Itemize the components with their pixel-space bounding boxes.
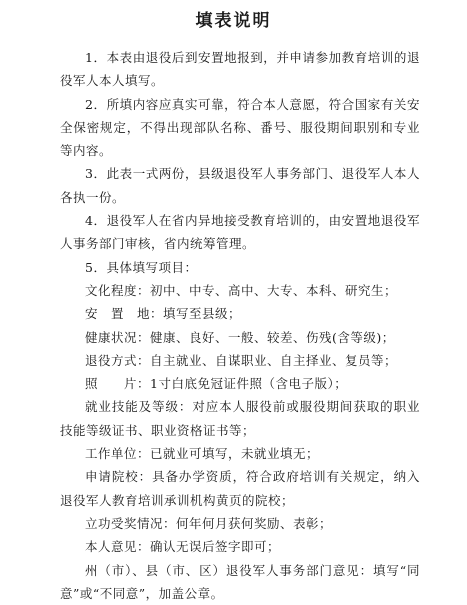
instruction-item-5: 5．具体填写项目： [85,259,198,275]
field-employer: 工作单位：已就业可填写，未就业填无； [85,446,320,462]
field-discharge-method: 退役方式：自主就业、自谋职业、自主择业、复员等； [85,352,398,368]
instruction-item-4: 4．退役军人在省内异地接受教育培训的，由安置地退役军人事务部门审核，省内统筹管理。 [60,213,420,252]
instruction-item-2: 2．所填内容应真实可靠，符合本人意愿，符合国家有关安全保密规定，不得出现部队名称、番号、服役期间职别和专业等内容。 [60,96,420,159]
field-personal-opinion: 本人意见：确认无误后签字即可； [85,539,281,555]
document-title: 填表说明 [195,11,272,31]
field-health: 健康状况：健康、良好、一般、较差、伤残(含等级)； [85,329,395,345]
field-awards: 立功受奖情况：何年何月获何奖励、表彰； [85,515,333,531]
field-photo: 照 片：1寸白底免冠证件照（含电子版）； [85,376,348,392]
field-placement: 安 置 地：填写至县级； [85,306,242,322]
instruction-item-3: 3．此表一式两份，县级退役军人事务部门、退役军人本人各执一份。 [60,166,420,205]
instructions-body [60,46,420,605]
field-department-opinion: 州（市）、县（市、区）退役军人事务部门意见：填写“同意”或“不同意”，加盖公章。 [60,562,420,601]
field-skills: 就业技能及等级：对应本人服役前或服役期间获取的职业技能等级证书、职业资格证书等； [60,399,420,438]
instruction-item-1: 1．本表由退役后到安置地报到，并申请参加教育培训的退役军人本人填写。 [60,50,420,89]
field-education: 文化程度：初中、中专、高中、大专、本科、研究生； [85,282,398,298]
field-school: 申请院校：具备办学资质，符合政府培训有关规定，纳入退役军人教育培训承训机构黄页的院校； [60,469,420,508]
